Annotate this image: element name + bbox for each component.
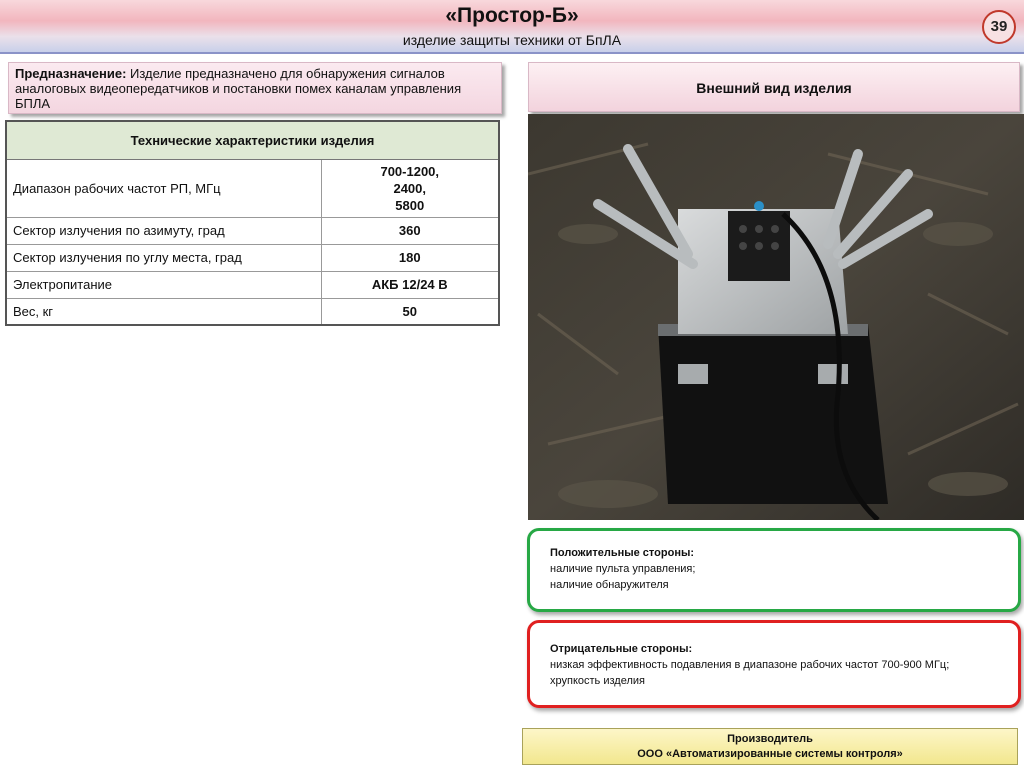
slide-subtitle: изделие защиты техники от БпЛА	[402, 32, 622, 48]
spec-value: 360	[321, 217, 499, 244]
negative-sides-title: Отрицательные стороны:	[550, 643, 693, 655]
list-item: хрупкость изделия	[550, 675, 645, 687]
spec-name: Электропитание	[6, 271, 321, 298]
spec-value-line: 5800	[395, 197, 425, 213]
spec-name: Диапазон рабочих частот РП, МГц	[6, 159, 321, 217]
spec-name: Сектор излучения по азимуту, град	[6, 217, 321, 244]
table-row	[6, 217, 499, 244]
slide-header	[0, 0, 1024, 54]
manufacturer-label: Производитель	[727, 733, 813, 745]
spec-value: 180	[321, 244, 499, 271]
purpose-label: Предназначение:	[15, 66, 127, 81]
list-item: низкая эффективность подавления в диапазоне рабочих частот 700-900 МГц;	[550, 659, 950, 671]
manufacturer-name: ООО «Автоматизированные системы контроля»	[637, 748, 903, 760]
table-row	[6, 244, 499, 271]
table-row	[6, 271, 499, 298]
specs-table-header: Технические характеристики изделия	[6, 121, 499, 159]
list-item: наличие пульта управления;	[550, 563, 696, 575]
spec-value-line: 700-1200,	[380, 163, 440, 179]
positive-sides-title: Положительные стороны:	[550, 547, 695, 559]
slide-title: «Простор-Б»	[445, 4, 579, 27]
negative-sides-box	[527, 620, 1021, 708]
spec-value: АКБ 12/24 В	[321, 271, 499, 298]
manufacturer-box	[522, 728, 1018, 765]
table-row	[6, 298, 499, 325]
spec-value: 50	[321, 298, 499, 325]
purpose-box	[8, 62, 502, 114]
positive-sides-box	[527, 528, 1021, 612]
spec-value-line: 2400,	[393, 180, 427, 196]
device-photo	[528, 114, 1024, 520]
specs-table	[5, 120, 500, 326]
spec-name: Вес, кг	[6, 298, 321, 325]
purpose-text: Изделие предназначено для обнаружения сигналов аналоговых видеопередатчиков и постановки помех каналам управления БПЛА	[15, 66, 462, 111]
table-row	[6, 159, 499, 217]
list-item: наличие обнаружителя	[550, 579, 669, 591]
appearance-title: Внешний вид изделия	[528, 62, 1020, 112]
spec-name: Сектор излучения по углу места, град	[6, 244, 321, 271]
spec-value	[321, 159, 499, 217]
page-number-badge: 39	[982, 10, 1016, 44]
